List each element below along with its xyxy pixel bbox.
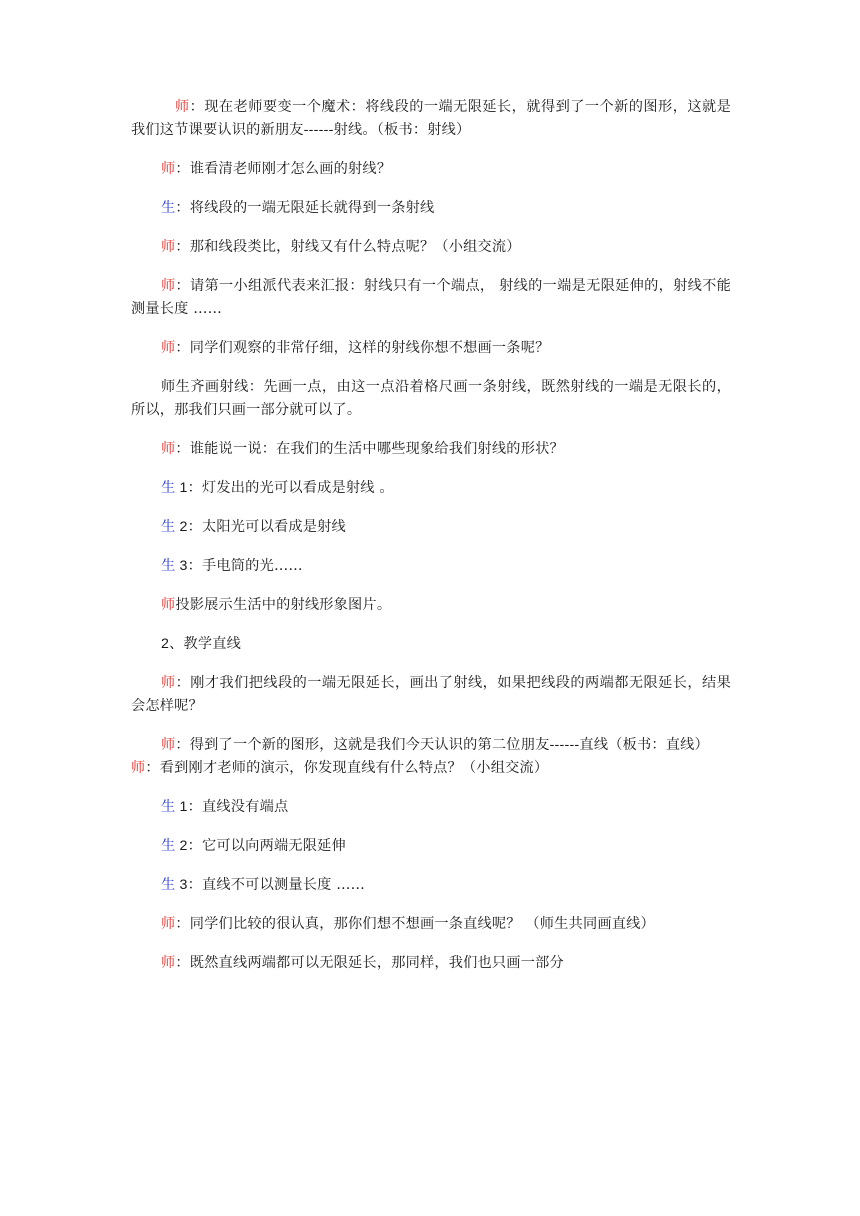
student-label: 生 [161,558,176,574]
student-label: 生 [161,519,176,535]
teacher-label: 师 [161,737,176,753]
paragraph-observe [131,337,731,360]
teacher-label: 师 [161,161,176,177]
paragraph-student1-line [131,796,731,819]
paragraph-student1-ray [131,477,731,500]
document-page [131,96,731,991]
paragraph-text: ：谁能说一说：在我们的生活中哪些现象给我们射线的形状？ [175,441,564,457]
teacher-label: 师 [131,760,146,776]
paragraph-text: ：它可以向两端无限延伸 [187,838,346,854]
paragraph-text: ：看到刚才老师的演示，你发现直线有什么特点？（小组交流） [145,760,549,776]
paragraph-extend-both [131,672,731,718]
paragraph-student3-ray [131,555,731,578]
teacher-label: 师 [161,278,176,294]
paragraph-text: ：将线段的一端无限延长就得到一条射线 [175,200,435,216]
student-number: 2 [175,838,188,854]
paragraph-magic-ray [131,96,731,142]
paragraph-text: ：同学们比较的很认真，那你们想不想画一条直线呢？ （师生共同画直线） [175,916,655,932]
student-label: 生 [161,799,176,815]
paragraph-text: 投影展示生活中的射线形象图片。 [175,597,392,613]
paragraph-text: ：请第一小组派代表来汇报：射线只有一个端点， 射线的一端是无限延伸的，射线不能测量长度 …… [131,278,731,317]
teacher-label: 师 [161,340,176,356]
paragraph-projection [131,594,731,617]
teacher-label: 师 [161,916,176,932]
paragraph-text: ：现在老师要变一个魔术：将线段的一端无限延长，就得到了一个新的图形，这就是我们这节课要认识的新朋友------射线。（板书：射线） [131,99,731,138]
paragraph-text: ：同学们观察的非常仔细，这样的射线你想不想画一条呢？ [175,340,550,356]
paragraph-draw-part [131,952,731,975]
student-number: 1 [175,799,188,815]
paragraph-text: ：谁看清老师刚才怎么画的射线？ [175,161,392,177]
paragraph-student2-line [131,835,731,858]
paragraph-text: ：得到了一个新的图形，这就是我们今天认识的第二位朋友------直线（板书：直线） [175,737,709,753]
student-number: 3 [175,558,188,574]
paragraph-compare [131,236,731,259]
paragraph-text: ：太阳光可以看成是射线 [187,519,346,535]
paragraph-text: ：直线没有端点 [187,799,289,815]
student-number: 1 [175,480,188,496]
paragraph-draw-ray [131,376,731,422]
paragraph-student3-line [131,874,731,897]
teacher-label: 师 [161,675,176,691]
paragraph-draw-line [131,913,731,936]
paragraph-new-figure [131,734,731,757]
paragraph-text: ：既然直线两端都可以无限延长，那同样，我们也只画一部分 [175,955,564,971]
paragraph-text: ：灯发出的光可以看成是射线 。 [187,480,394,496]
section-heading-text: 2、教学直线 [161,636,242,652]
student-label: 生 [161,480,176,496]
paragraph-text: 师生齐画射线：先画一点，由这一点沿着格尺画一条射线，既然射线的一端是无限长的，所以，那我们只画一部分就可以了。 [131,379,731,418]
paragraph-text: ：刚才我们把线段的一端无限延长，画出了射线，如果把线段的两端都无限延长，结果会怎样呢？ [131,675,731,714]
paragraph-student-answer [131,197,731,220]
teacher-label: 师 [161,239,176,255]
paragraph-text: ：那和线段类比，射线又有什么特点呢？（小组交流） [175,239,521,255]
section-heading [131,633,731,656]
paragraph-line-features [131,757,731,780]
teacher-label: 师 [161,597,176,613]
teacher-label: 师 [161,441,176,457]
paragraph-student2-ray [131,516,731,539]
student-label: 生 [161,200,176,216]
paragraph-group-report [131,275,731,321]
paragraph-text: ：手电筒的光…… [187,558,303,574]
paragraph-text: ：直线不可以测量长度 …… [187,877,365,893]
teacher-label: 师 [175,99,190,115]
student-number: 2 [175,519,188,535]
paragraph-life-examples [131,438,731,461]
student-number: 3 [175,877,188,893]
student-label: 生 [161,838,176,854]
teacher-label: 师 [161,955,176,971]
paragraph-who-saw [131,158,731,181]
student-label: 生 [161,877,176,893]
